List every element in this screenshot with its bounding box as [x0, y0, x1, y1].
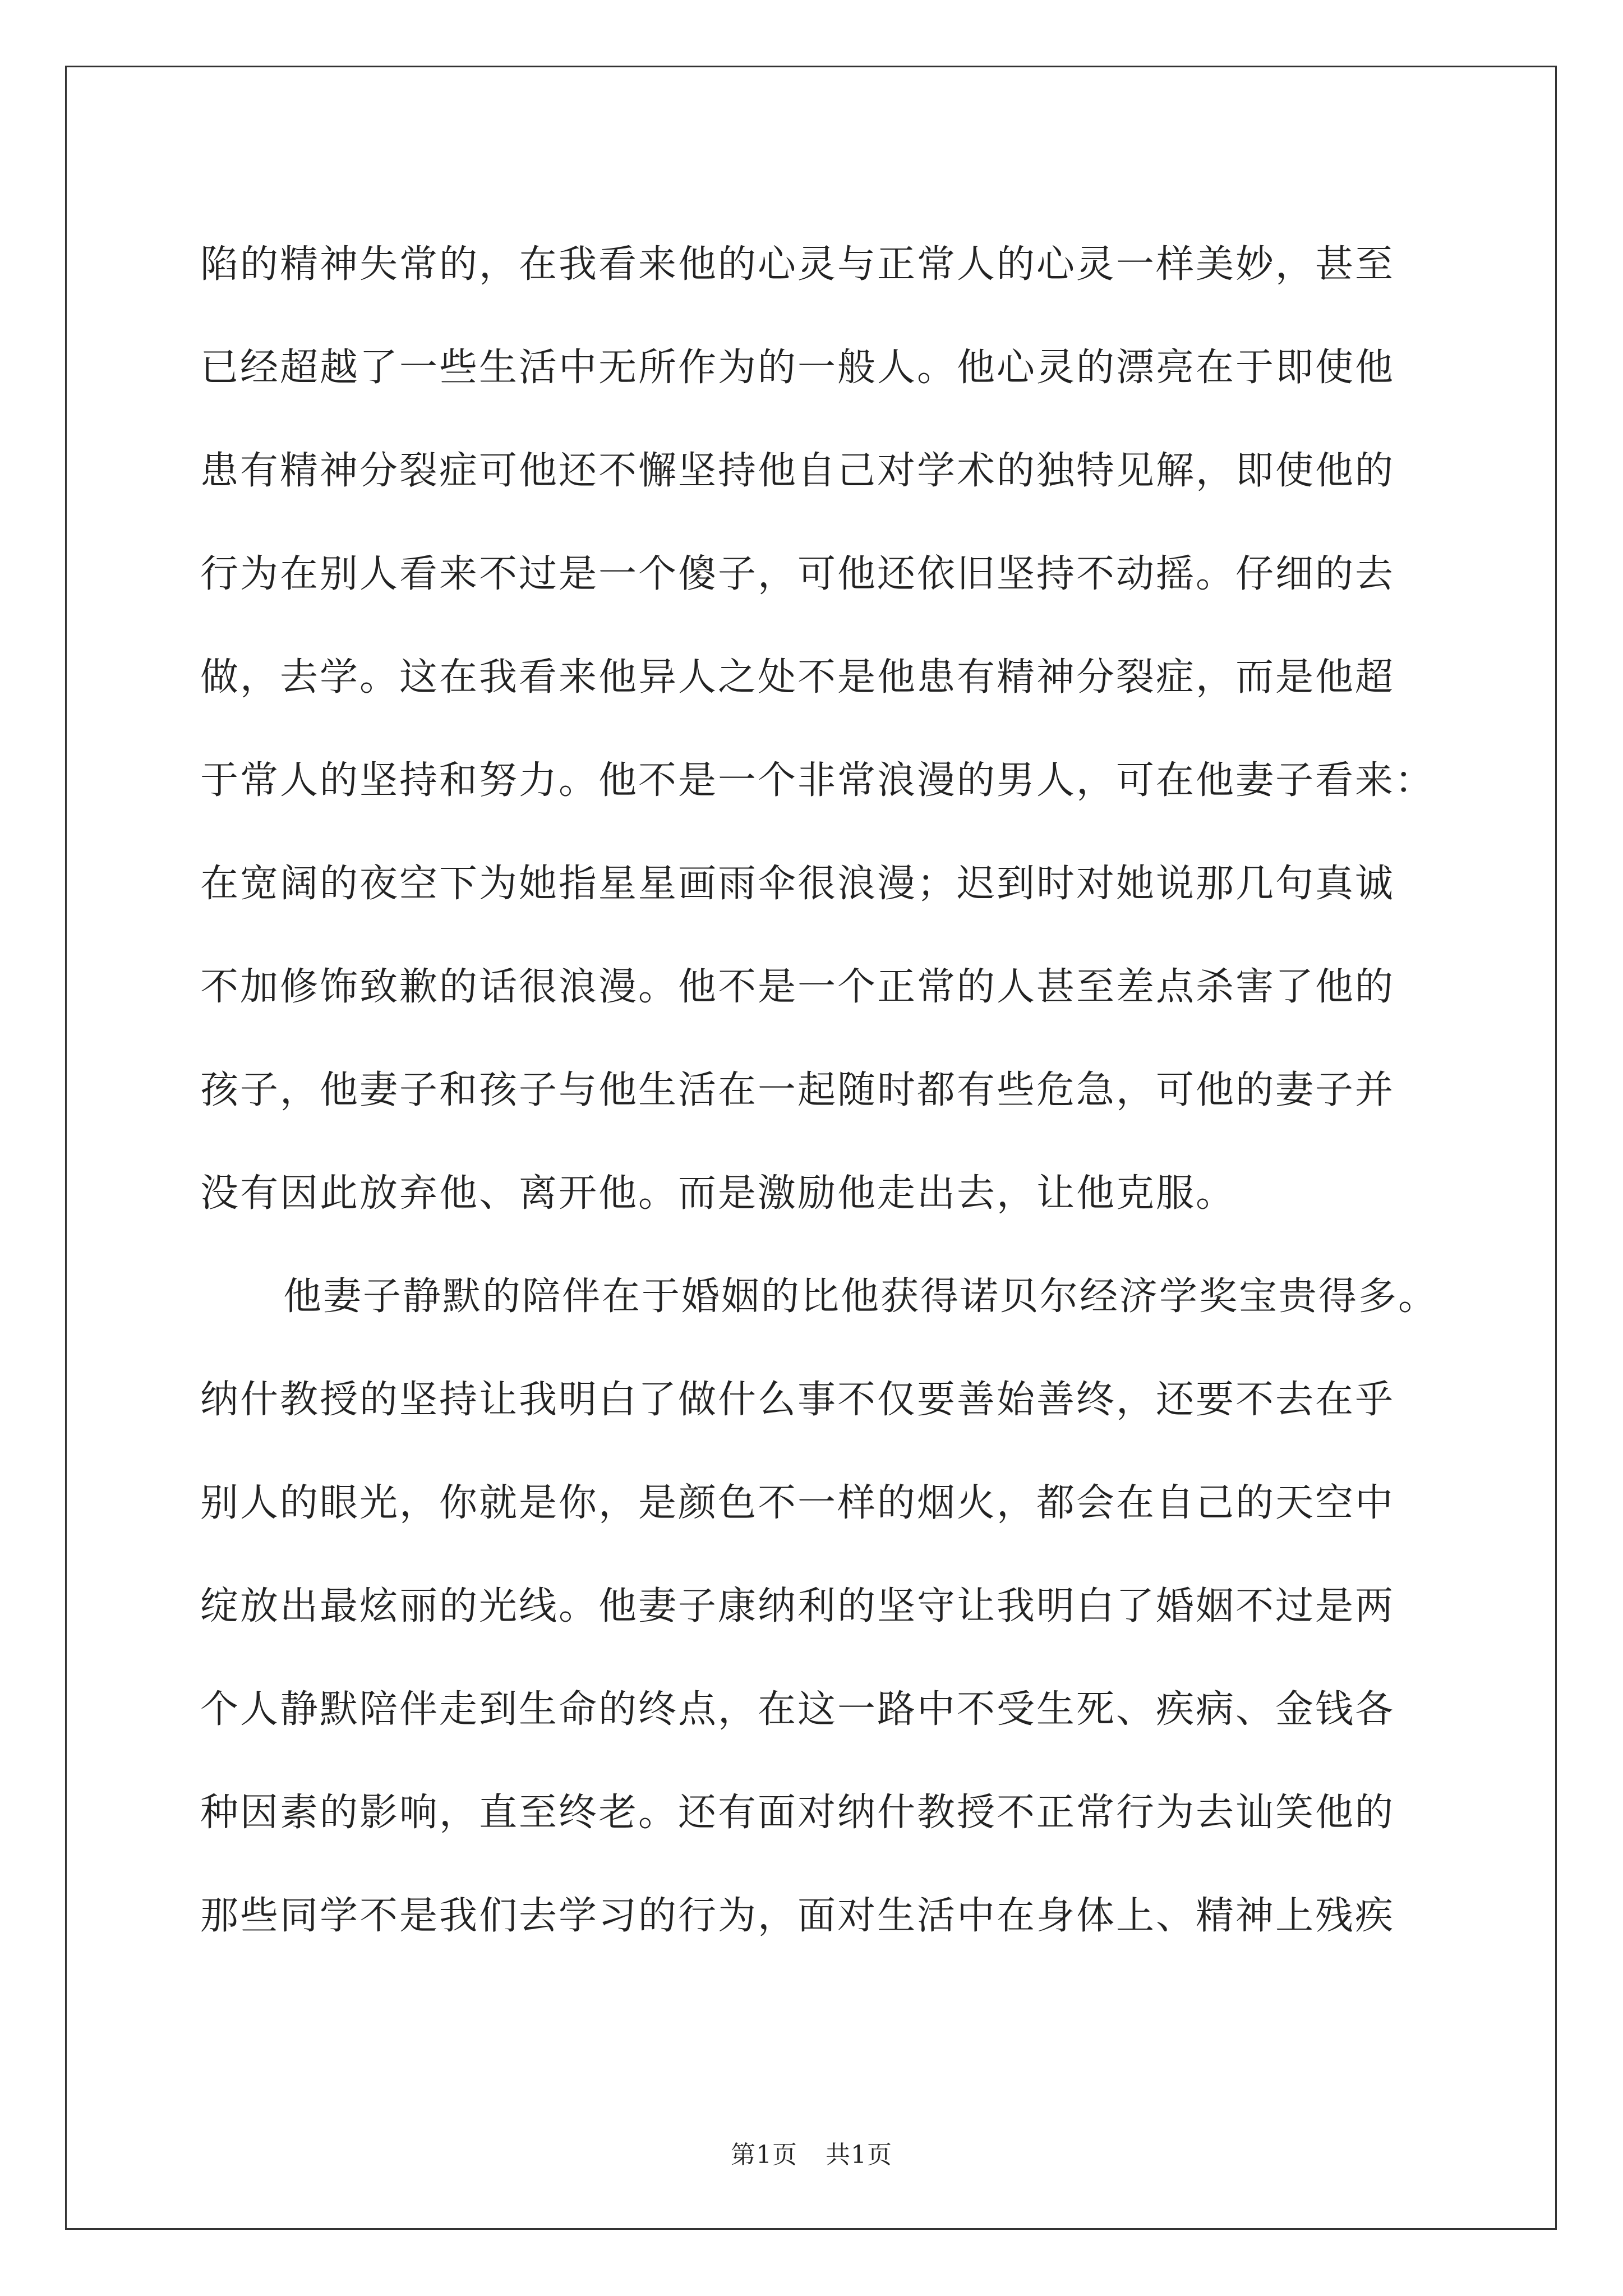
text-line: 陷的精神失常的，在我看来他的心灵与正常人的心灵一样美妙，甚至	[200, 242, 1395, 287]
page-number-total: 共1页	[826, 2141, 892, 2169]
text-line: 行为在别人看来不过是一个傻子，可他还依旧坚持不动摇。仔细的去	[200, 552, 1395, 596]
text-line: 种因素的影响，直至终老。还有面对纳什教授不正常行为去讪笑他的	[200, 1791, 1395, 1835]
page-footer	[0, 2134, 1623, 2170]
text-line: 那些同学不是我们去学习的行为，面对生活中在身体上、精神上残疾	[200, 1894, 1395, 1938]
text-line: 孩子，他妻子和孩子与他生活在一起随时都有些危急，可他的妻子并	[200, 1068, 1395, 1112]
document-body	[200, 213, 1438, 1968]
text-line: 已经超越了一些生活中无所作为的一般人。他心灵的漂亮在于即使他	[200, 346, 1395, 390]
text-line: 于常人的坚持和努力。他不是一个非常浪漫的男人，可在他妻子看来：	[200, 758, 1435, 803]
text-line: 别人的眼光，你就是你，是颜色不一样的烟火，都会在自己的天空中	[200, 1481, 1395, 1525]
text-line: 纳什教授的坚持让我明白了做什么事不仅要善始善终，还要不去在乎	[200, 1378, 1395, 1422]
text-line: 绽放出最炫丽的光线。他妻子康纳利的坚守让我明白了婚姻不过是两	[200, 1584, 1395, 1628]
text-line: 做，去学。这在我看来他异人之处不是他患有精神分裂症，而是他超	[200, 655, 1395, 700]
text-line: 在宽阔的夜空下为她指星星画雨伞很浪漫；迟到时对她说那几句真诚	[200, 862, 1395, 906]
text-line: 没有因此放弃他、离开他。而是激励他走出去，让他克服。	[200, 1171, 1236, 1216]
paragraph-start-line: 他妻子静默的陪伴在于婚姻的比他获得诺贝尔经济学奖宝贵得多。	[283, 1274, 1438, 1319]
text-line: 患有精神分裂症可他还不懈坚持他自己对学术的独特见解，即使他的	[200, 449, 1395, 493]
text-line: 个人静默陪伴走到生命的终点，在这一路中不受生死、疾病、金钱各	[200, 1687, 1395, 1732]
page-number-current: 第1页	[731, 2141, 797, 2169]
text-line: 不加修饰致歉的话很浪漫。他不是一个正常的人甚至差点杀害了他的	[200, 965, 1395, 1009]
